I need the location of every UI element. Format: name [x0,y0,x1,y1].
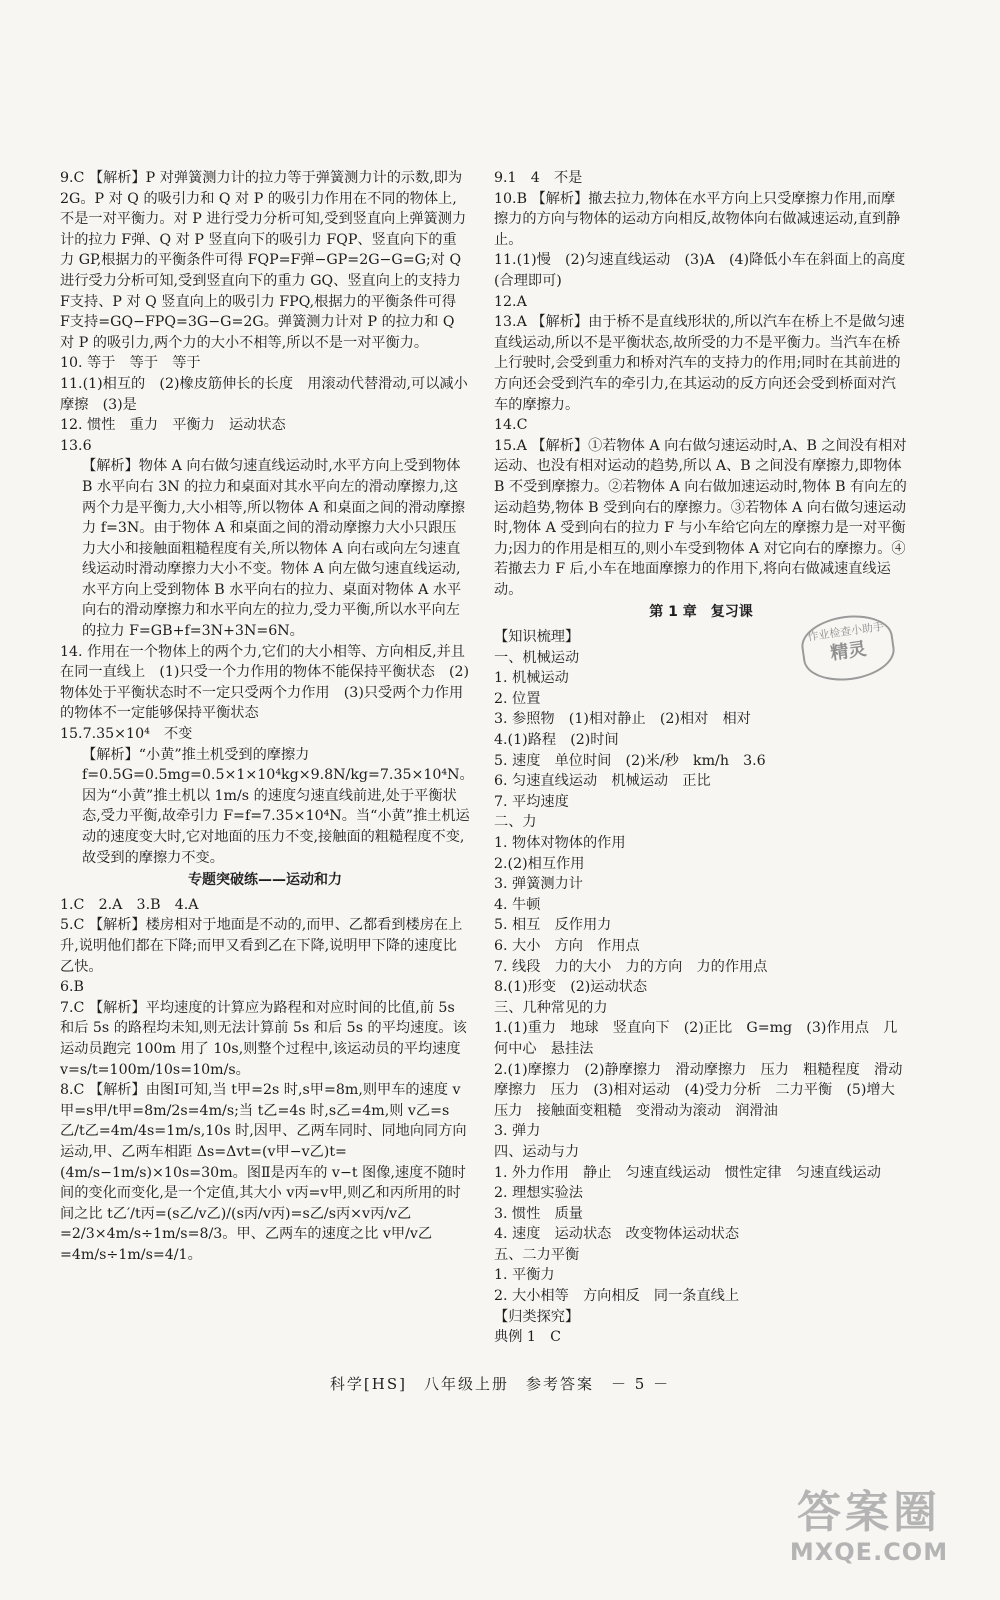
answer-item [494,998,908,1019]
answer-item [494,1163,908,1184]
answer-text: 2.(1)摩擦力 (2)静摩擦力 滑动摩擦力 压力 粗糙程度 滑动摩擦力 压力 (3)相对运动 (4)受力分析 二力平衡 (5)增大压力 接触面变粗糙 变滑动为滚动 润滑油 [494,1061,903,1119]
answer-text: 1. 平衡力 [494,1267,555,1284]
answer-item [494,977,908,998]
answer-text: 6.B [60,979,84,996]
answer-text: 11.(1)相互的 (2)橡皮筋伸长的长度 用滚动代替滑动,可以减小摩擦 (3)是 [60,375,468,413]
answer-text: 1. 机械运动 [494,670,569,687]
stamp-top-text: 作业检查小助手 [806,619,885,644]
answer-text: 三、几种常见的力 [494,999,608,1016]
answer-text: 5.C 【解析】楼房相对于地面是不动的,而甲、乙都看到楼房在上升,说明他们都在下降;而甲又看到乙在下降,说明甲下降的速度比乙快。 [60,917,463,975]
answer-item [494,1142,908,1163]
answer-text: 2. 位置 [494,690,541,707]
answer-item [494,936,908,957]
answer-item [494,1327,908,1348]
answer-item [494,792,908,813]
answer-text: 1.C 2.A 3.B 4.A [60,896,199,913]
answer-text: 3. 惯性 质量 [494,1205,583,1222]
answer-item [494,957,908,978]
answer-item [494,1307,908,1328]
answer-text: 【归类探究】 [494,1308,580,1325]
answer-text: 8.C 【解析】由图Ⅰ可知,当 t甲=2s 时,s甲=8m,则甲车的速度 v甲=s甲/t甲=8m/2s=4m/s;当 t乙=4s 时,s乙=4m,则 v乙=s乙/t乙=4m/4s=1m/s,10s 时,因甲、乙两车同时、同地向同方向运动,甲、乙两车相距 Δs=Δvt=(v甲−v乙)t=(4m/s−1m/s)×10s=30m。图Ⅱ是丙车的 v−t 图像,速度不随时间的变化而变化,是一个定值,其大小 v丙=v甲,则乙和丙所用的时间之比 t乙′/t丙=(s乙/v乙)/(s丙/v丙)=s乙/s丙×v丙/v乙=2/3×4m/s÷1m/s=8/3。甲、乙两车的速度之比 v甲/v乙=4m/s÷1m/s=4/1。 [60,1082,467,1263]
answer-item [60,415,470,436]
answer-text: 1. 物体对物体的作用 [494,835,626,851]
answer-text: 2. 理想实验法 [494,1185,583,1202]
answer-item [494,1060,908,1122]
answer-text: 14.C [494,417,528,434]
answer-item [60,1080,470,1265]
answer-item [494,833,908,854]
answer-text: 14. 作用在一个物体上的两个力,它们的大小相等、方向相反,并且在同一直线上 (1)只受一个力作用的物体不能保持平衡状态 (2)物体处于平衡状态时不一定只受两个力作用 (3)只受两个力作用的物体不一定能够保持平衡状态 [60,643,470,722]
answer-text: 6. 匀速直线运动 机械运动 正比 [494,773,711,790]
stamp-main-text: 精灵 [829,638,868,665]
answer-text: 2. 大小相等 方向相反 同一条直线上 [494,1288,740,1305]
answer-item [60,724,470,745]
answer-item [494,751,908,772]
answer-item [60,977,470,998]
answer-item [494,1183,908,1204]
answer-text: 5. 速度 单位时间 (2)米/秒 km/h 3.6 [494,752,766,769]
answer-text: 10.B 【解析】撤去拉力,物体在水平方向上只受摩擦力作用,而摩擦力的方向与物体的运动方向相反,故物体向右做减速运动,直到静止。 [494,190,901,248]
answer-item [60,895,470,916]
answer-text: 13.A 【解析】由于桥不是直线形状的,所以汽车在桥上不是做匀速直线运动,所以不是平衡状态,故所受的力不是平衡力。当汽车在桥上行驶时,会受到重力和桥对汽车的支持力的作用;同时在其前进的方向还会受到汽车的牵引力,在其运动的反方向还会受到桥面对汽车的摩擦力。 [494,314,905,413]
answer-item [494,689,908,710]
answer-text: 4.(1)路程 (2)时间 [494,732,619,749]
answer-item [60,642,470,724]
answer-item [60,745,474,869]
answer-item [494,854,908,875]
answer-item [494,812,908,833]
right-column [494,168,908,1348]
answer-text: 四、运动与力 [494,1143,580,1160]
answer-text: 4. 牛顿 [494,896,541,913]
page-footer: 科学[HS] 八年级上册 参考答案 － 5 － [329,1375,671,1393]
answer-item [494,1121,908,1142]
answer-item [494,1018,908,1059]
answer-item [494,895,908,916]
answer-text: 二、力 [494,814,537,831]
answer-text: 一、机械运动 [494,649,580,666]
answer-item [494,189,908,251]
left-column [60,168,474,1265]
answer-item [494,915,908,936]
answer-text: 3. 弹簧测力计 [494,876,583,893]
answer-item [494,415,908,436]
answer-item [494,436,908,601]
section-heading: 第 1 章 复习课 [649,604,753,621]
answer-item [494,1245,908,1266]
answer-item [494,771,908,792]
answer-text: 9.1 4 不是 [494,170,583,186]
watermark-bottom: MXQE.COM [789,1538,949,1566]
answer-text: 10. 等于 等于 等于 [60,355,201,372]
answer-text: 8.(1)形变 (2)运动状态 [494,979,648,996]
answer-item [60,456,470,641]
answer-item [494,292,908,313]
answer-item [494,1265,908,1286]
answer-text: 7. 线段 力的大小 力的方向 力的作用点 [494,958,768,975]
answer-item [60,168,470,353]
answer-item [60,998,470,1080]
answer-text: 【解析】“小黄”推土机受到的摩擦力 f=0.5G=0.5mg=0.5×1×10⁴kg×9.8N/kg=7.35×10⁴N。因为“小黄”推土机以 1m/s 的速度匀速直线前进,处于平衡状态,受力平衡,故牵引力 F=f=7.35×10⁴N。当“小黄”推土机运动的速度变大时,它对地面的压力不变,接触面的粗糙程度不变,故受到的摩擦力不变。 [82,746,474,866]
answer-text: 7. 平均速度 [494,793,569,810]
answer-item [494,1286,908,1307]
answer-item [494,1224,908,1245]
answer-item [60,353,470,374]
watermark-top: 答案圈 [797,1487,941,1538]
section-heading: 专题突破练——运动和力 [188,872,342,889]
answer-text: 9.C 【解析】P 对弹簧测力计的拉力等于弹簧测力计的示数,即为 2G。P 对 Q 的吸引力和 Q 对 P 的吸引力作用在不同的物体上,不是一对平衡力。对 P 进行受力分析可知,受到竖直向上弹簧测力计的拉力 F弹、Q 对 P 竖直向下的吸引力 FQP、竖直向下的重力 GP,根据力的平衡条件可得 FQP=F弹−GP=2G−G=G;对 Q 进行受力分析可知,受到竖直向下的重力 GQ、竖直向上的支持力 F支持、P 对 Q 竖直向上的吸引力 FPQ,根据力的平衡条件可得 F支持=GQ−FPQ=3G−G=2G。弹簧测力计对 P 的拉力和 Q 对 P 的吸引力,两个力的大小不相等,所以不是一对平衡力。 [60,170,467,351]
answer-text: 2.(2)相互作用 [494,855,585,872]
answer-text: 1. 外力作用 静止 匀速直线运动 惯性定律 匀速直线运动 [494,1164,881,1181]
answer-text: 【知识梳理】 [494,629,580,646]
answer-text: 1.(1)重力 地球 竖直向下 (2)正比 G=mg (3)作用点 几何中心 悬挂法 [494,1020,898,1057]
answer-text: 15.7.35×10⁴ 不变 [60,726,193,743]
answer-text: 11.(1)慢 (2)匀速直线运动 (3)A (4)降低小车在斜面上的高度(合理即可) [494,252,906,289]
answer-text: 3. 参照物 (1)相对静止 (2)相对 相对 [494,711,751,728]
answer-text: 典例 1 C [494,1329,561,1346]
answer-item [494,874,908,895]
answer-text: 12. 惯性 重力 平衡力 运动状态 [60,417,286,434]
answer-text: 6. 大小 方向 作用点 [494,937,640,954]
answer-text: 7.C 【解析】平均速度的计算应为路程和对应时间的比值,前 5s 和后 5s 的路程均未知,则无法计算前 5s 和后 5s 的平均速度。该运动员跑完 100m 用了 10s,则整个过程中,该运动员的平均速度 v=s/t=100m/10s=10m/s。 [60,999,467,1078]
answer-item [494,250,908,291]
answer-text: 5. 相互 反作用力 [494,917,612,934]
answer-item [60,915,470,977]
answer-text: 4. 速度 运动状态 改变物体运动状态 [494,1226,740,1243]
answer-item [494,168,908,189]
answer-text: 15.A 【解析】①若物体 A 向右做匀速运动时,A、B 之间没有相对运动、也没有相对运动的趋势,所以 A、B 之间没有摩擦力,即物体 B 不受到摩擦力。②若物体 A 向右做加速运动时,物体 B 有向左的运动趋势,物体 B 受到向右的摩擦力。③若物体 A 向右做匀速运动时,物体 A 受到向右的拉力 F 与小车给它向左的摩擦力是一对平衡力;因力的作用是相互的,则小车受到物体 A 对它向右的摩擦力。④若撤去力 F 后,小车在地面摩擦力的作用下,将向右做减速直线运动。 [494,437,907,598]
answer-item [494,312,908,415]
answer-text: 【解析】物体 A 向右做匀速直线运动时,水平方向上受到物体 B 水平向右 3N 的拉力和桌面对其水平向左的滑动摩擦力,这两个力是平衡力,大小相等,所以物体 A 和桌面之间的滑动摩擦力 f=3N。由于物体 A 和桌面之间的滑动摩擦力大小只跟压力大小和接触面粗糙程度有关,所以物体 A 向右或向左匀速直线运动时滑动摩擦力大小不变。物体 A 向左做匀速直线运动,水平方向上受到物体 B 水平向右的拉力、桌面对物体 A 水平向右的滑动摩擦力和水平向左的拉力,受力平衡,所以水平向左的拉力 F=GB+f=3N+3N=6N。 [82,458,465,640]
answer-item [494,709,908,730]
answer-text: 3. 弹力 [494,1123,541,1140]
answer-item [494,730,908,751]
answer-item [60,436,470,457]
answer-text: 13.6 [60,437,92,454]
answer-item [494,1204,908,1225]
answer-text: 五、二力平衡 [494,1246,580,1263]
answer-item [60,374,470,415]
watermark-logo [776,1488,962,1572]
answer-text: 12.A [494,293,527,310]
